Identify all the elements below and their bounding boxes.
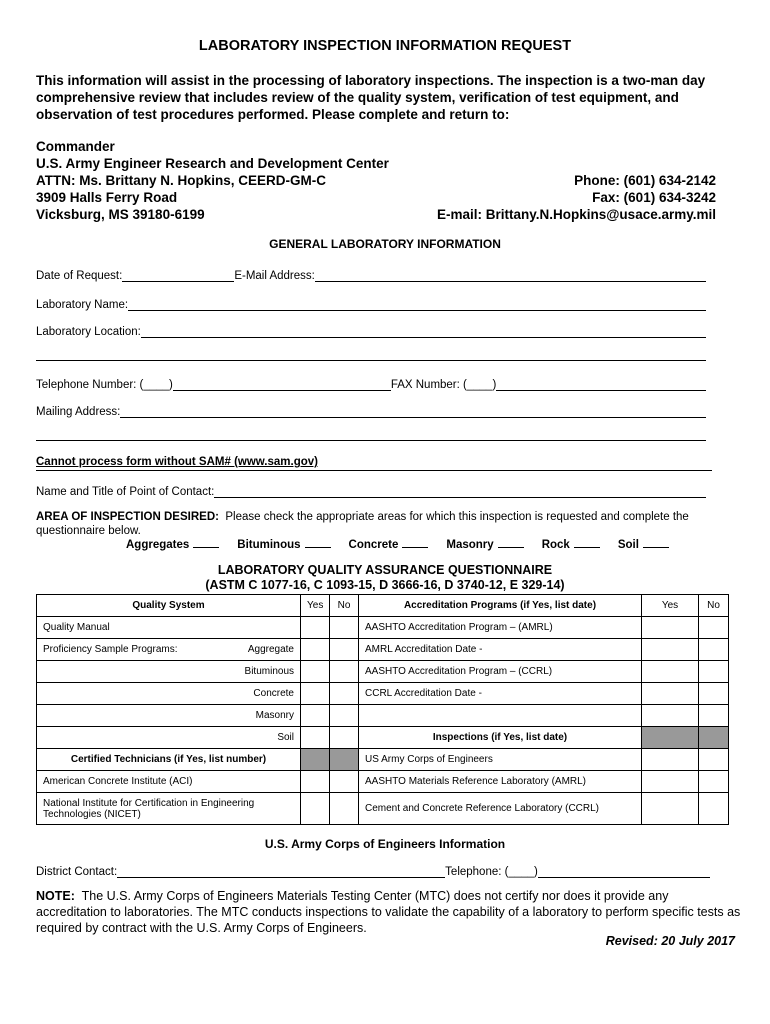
date-field[interactable] (122, 269, 234, 282)
concrete-yes[interactable] (301, 683, 330, 705)
form-title: LABORATORY INSPECTION INFORMATION REQUEST (198, 38, 572, 54)
lab-location-field-2[interactable] (36, 360, 706, 361)
table-row (37, 595, 729, 617)
shaded-cell (642, 727, 699, 749)
inspection-area-options (126, 537, 669, 551)
address-line: U.S. Army Engineer Research and Development Center (36, 156, 389, 171)
amrl-program-no[interactable] (699, 617, 729, 639)
address-line: Commander (36, 139, 115, 154)
poc-row (36, 482, 706, 498)
district-contact-field[interactable] (117, 865, 445, 878)
soil-yes[interactable] (301, 727, 330, 749)
ccrl-date-no[interactable] (699, 683, 729, 705)
address-line: 3909 Halls Ferry Road (36, 190, 178, 205)
table-row (37, 705, 729, 727)
ccrl-program-no[interactable] (699, 661, 729, 683)
address-line: Vicksburg, MS 39180-6199 (36, 207, 205, 222)
table-row (37, 793, 729, 825)
note-text: The U.S. Army Corps of Engineers Materials Testing Center (MTC) does not certify nor does it provide any accreditation to laboratories. The MTC conducts inspections to validate the capability of a laboratory to perform specific tests as required by contract with the U.S. Army Corps of Engineers. (36, 889, 741, 935)
sam-notice-text: Cannot process form without SAM# (www.sam.gov) (36, 456, 318, 468)
date-label: Date of Request: (36, 270, 123, 282)
aci-yes[interactable] (301, 771, 330, 793)
usace-info-heading: U.S. Army Corps of Engineers Information (264, 837, 506, 851)
quality-manual-label: Quality Manual (37, 617, 301, 639)
lab-name-row (36, 295, 706, 311)
phone-text: Phone: (601) 634-2142 (574, 173, 716, 188)
telephone-fax-row (36, 375, 706, 391)
proficiency-label: Proficiency Sample Programs: (43, 644, 178, 655)
shaded-cell (699, 727, 729, 749)
ccrl-program-label: AASHTO Accreditation Program – (CCRL) (359, 661, 642, 683)
ccrl-lab-no[interactable] (699, 793, 729, 825)
concrete-label: Concrete (37, 683, 301, 705)
mailing-address-row (36, 402, 706, 418)
quality-manual-no[interactable] (330, 617, 359, 639)
lab-name-field[interactable] (128, 298, 706, 311)
option-masonry[interactable]: Masonry (446, 537, 523, 551)
masonry-no[interactable] (330, 705, 359, 727)
amrl-program-label: AASHTO Accreditation Program – (AMRL) (359, 617, 642, 639)
aggregate-yes[interactable] (301, 639, 330, 661)
shaded-cell (330, 749, 359, 771)
table-row (37, 771, 729, 793)
poc-field[interactable] (214, 485, 706, 498)
col-header-no-2: No (699, 595, 729, 617)
certified-techs-header: Certified Technicians (if Yes, list number) (37, 749, 301, 771)
email-field[interactable] (315, 269, 706, 282)
aggregate-label: Aggregate (247, 644, 294, 655)
masonry-yes[interactable] (301, 705, 330, 727)
sam-notice (36, 456, 712, 471)
table-row (37, 727, 729, 749)
soil-label: Soil (37, 727, 301, 749)
nicet-no[interactable] (330, 793, 359, 825)
fax-label: FAX Number: (____) (390, 379, 497, 391)
concrete-no[interactable] (330, 683, 359, 705)
table-row (37, 639, 729, 661)
shaded-cell (301, 749, 330, 771)
area-of-inspection (36, 510, 716, 538)
telephone-field[interactable] (173, 378, 391, 391)
soil-no[interactable] (330, 727, 359, 749)
option-bituminous[interactable]: Bituminous (237, 537, 330, 551)
ccrl-date-yes[interactable] (642, 683, 699, 705)
telephone-label: Telephone Number: (____) (36, 379, 173, 391)
questionnaire-title: LABORATORY QUALITY ASSURANCE QUESTIONNAIRE (217, 563, 553, 577)
masonry-label: Masonry (37, 705, 301, 727)
table-row (37, 661, 729, 683)
fax-text: Fax: (601) 634-3242 (592, 190, 716, 205)
address-line: ATTN: Ms. Brittany N. Hopkins, CEERD-GM-C (36, 173, 326, 188)
intro-paragraph: This information will assist in the processing of laboratory inspections. The inspection is a two-man day comprehensive review that includes review of the quality system, verification of test equipment, and observation of test procedures performed. Please complete and return to: (36, 73, 706, 122)
option-concrete[interactable]: Concrete (349, 537, 429, 551)
mailing-address-field-2[interactable] (36, 440, 706, 441)
mailing-address-label: Mailing Address: (36, 406, 121, 418)
ccrl-date-label: CCRL Accreditation Date - (359, 683, 642, 705)
lab-location-field[interactable] (141, 325, 706, 338)
aci-label: American Concrete Institute (ACI) (37, 771, 301, 793)
bituminous-yes[interactable] (301, 661, 330, 683)
mailing-address-field[interactable] (120, 405, 706, 418)
ccrl-program-yes[interactable] (642, 661, 699, 683)
district-contact-label: District Contact: (36, 866, 118, 878)
amrl-date-yes[interactable] (642, 639, 699, 661)
usace-no[interactable] (699, 749, 729, 771)
questionnaire-table (36, 594, 729, 825)
email-text: E-mail: Brittany.N.Hopkins@usace.army.mil (437, 207, 716, 222)
questionnaire-heading (0, 563, 770, 593)
usace-yes[interactable] (642, 749, 699, 771)
date-email-row (36, 266, 706, 282)
bituminous-label: Bituminous (37, 661, 301, 683)
bituminous-no[interactable] (330, 661, 359, 683)
mailing-address-block (36, 138, 389, 223)
ccrl-lab-yes[interactable] (642, 793, 699, 825)
aggregate-no[interactable] (330, 639, 359, 661)
empty-no[interactable] (699, 705, 729, 727)
lab-location-row (36, 322, 706, 338)
empty-cell (359, 705, 642, 727)
col-header-no: No (330, 595, 359, 617)
district-contact-row (36, 862, 710, 878)
note-paragraph (36, 888, 741, 936)
proficiency-cell (37, 639, 301, 661)
general-info-heading: GENERAL LABORATORY INFORMATION (269, 237, 501, 251)
amrl-date-no[interactable] (699, 639, 729, 661)
usace-telephone-label: Telephone: (____) (445, 866, 538, 878)
inspections-header: Inspections (if Yes, list date) (359, 727, 642, 749)
option-rock[interactable]: Rock (542, 537, 600, 551)
aashto-mrl-no[interactable] (699, 771, 729, 793)
option-aggregates[interactable]: Aggregates (126, 537, 219, 551)
col-header-yes-2: Yes (642, 595, 699, 617)
amrl-program-yes[interactable] (642, 617, 699, 639)
contact-info-block (437, 172, 716, 223)
ccrl-lab-label: Cement and Concrete Reference Laboratory (CCRL) (359, 793, 642, 825)
poc-label: Name and Title of Point of Contact: (36, 486, 215, 498)
lab-location-label: Laboratory Location: (36, 326, 141, 338)
quality-manual-yes[interactable] (301, 617, 330, 639)
lab-name-label: Laboratory Name: (36, 299, 129, 311)
nicet-yes[interactable] (301, 793, 330, 825)
note-label: NOTE: (36, 889, 75, 903)
col-header-accreditation: Accreditation Programs (if Yes, list date) (359, 595, 642, 617)
col-header-yes: Yes (301, 595, 330, 617)
amrl-date-label: AMRL Accreditation Date - (359, 639, 642, 661)
option-soil[interactable]: Soil (618, 537, 669, 551)
usace-telephone-field[interactable] (538, 865, 710, 878)
nicet-label: National Institute for Certification in Engineering Technologies (NICET) (37, 793, 301, 825)
usace-label: US Army Corps of Engineers (359, 749, 642, 771)
aashto-mrl-yes[interactable] (642, 771, 699, 793)
area-text: Please check the appropriate areas for which this inspection is requested and complete the questionnaire below. (36, 511, 689, 537)
col-header-quality: Quality System (37, 595, 301, 617)
revised-date: Revised: 20 July 2017 (605, 934, 735, 948)
empty-yes[interactable] (642, 705, 699, 727)
table-row (37, 683, 729, 705)
table-row (37, 749, 729, 771)
aci-no[interactable] (330, 771, 359, 793)
email-label: E-Mail Address: (234, 270, 315, 282)
table-row (37, 617, 729, 639)
aashto-mrl-label: AASHTO Materials Reference Laboratory (AMRL) (359, 771, 642, 793)
area-label: AREA OF INSPECTION DESIRED: (36, 511, 219, 523)
questionnaire-standards: (ASTM C 1077-16, C 1093-15, D 3666-16, D 3740-12, E 329-14) (205, 578, 565, 592)
fax-field[interactable] (496, 378, 706, 391)
